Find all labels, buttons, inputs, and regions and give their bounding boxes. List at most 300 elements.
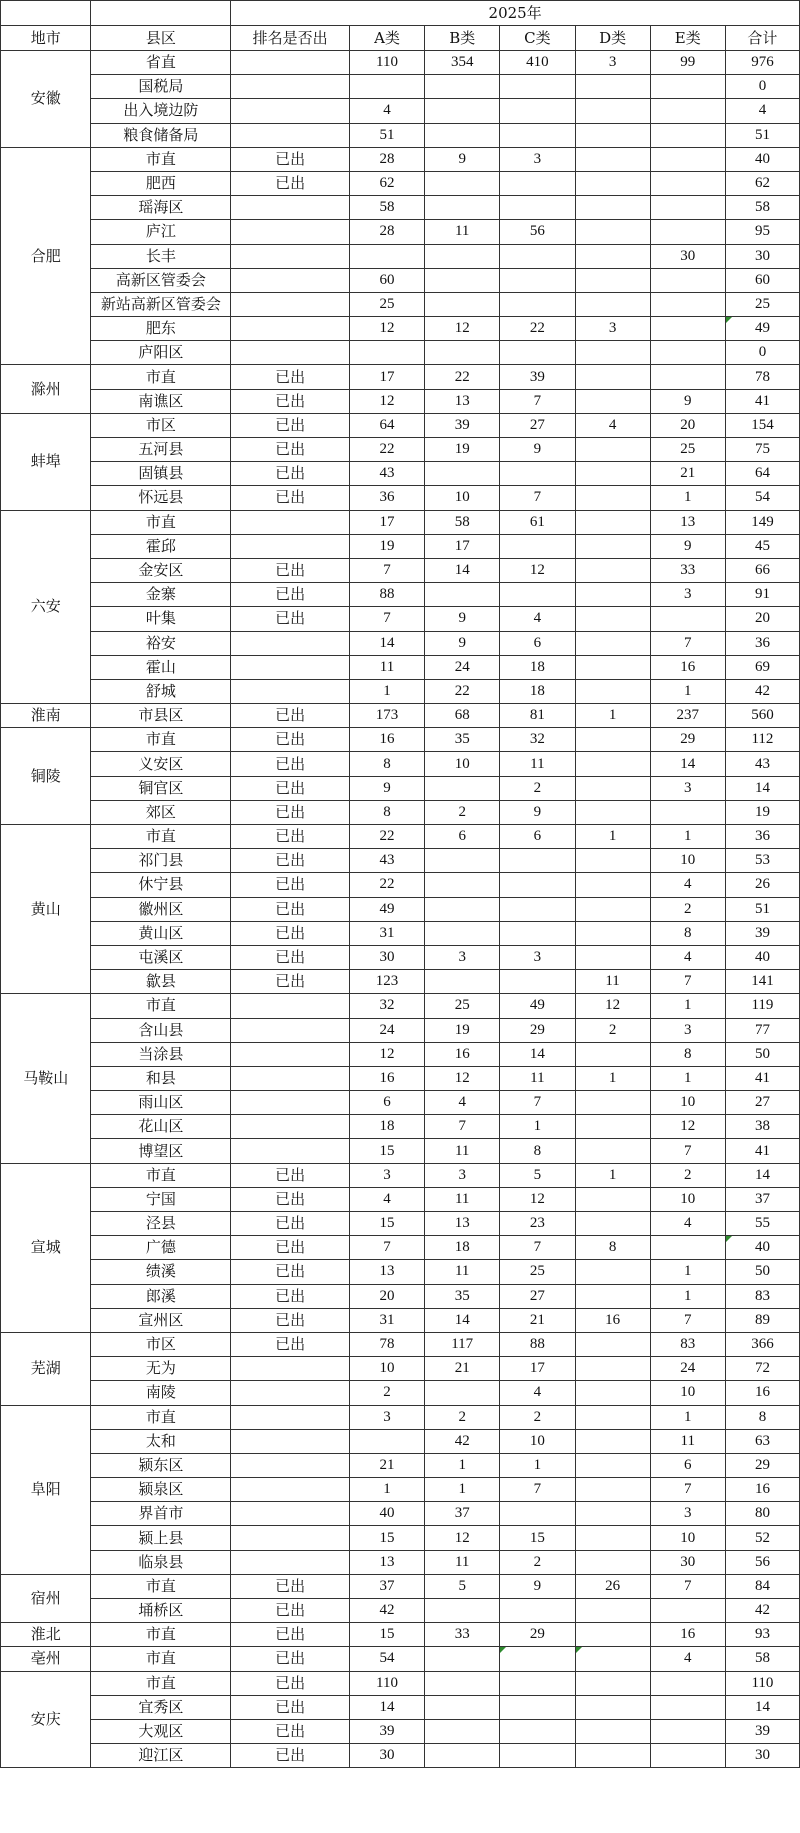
c-cell: 5: [500, 1163, 575, 1187]
c-cell: 39: [500, 365, 575, 389]
c-cell: 1: [500, 1115, 575, 1139]
ranked-cell: 已出: [231, 728, 350, 752]
a-cell: 64: [349, 413, 424, 437]
b-cell: [425, 75, 500, 99]
b-cell: 22: [425, 679, 500, 703]
c-cell: 14: [500, 1042, 575, 1066]
d-cell: [575, 244, 650, 268]
total-cell: 41: [725, 389, 799, 413]
d-cell: [575, 1260, 650, 1284]
ranked-cell: 已出: [231, 945, 350, 969]
b-cell: [425, 849, 500, 873]
a-cell: 12: [349, 389, 424, 413]
b-cell: [425, 897, 500, 921]
total-cell: 42: [725, 1599, 799, 1623]
e-cell: 30: [650, 244, 725, 268]
ranked-cell: 已出: [231, 607, 350, 631]
table-row: [1, 534, 800, 558]
c-cell: 29: [500, 1018, 575, 1042]
district-cell: 花山区: [91, 1115, 231, 1139]
total-cell: 0: [725, 75, 799, 99]
e-cell: [650, 1744, 725, 1768]
d-cell: [575, 1744, 650, 1768]
a-cell: 17: [349, 365, 424, 389]
table-row: [1, 945, 800, 969]
table-row: [1, 341, 800, 365]
b-cell: [425, 921, 500, 945]
total-cell: 29: [725, 1453, 799, 1477]
district-cell: 市县区: [91, 704, 231, 728]
b-cell: 1: [425, 1453, 500, 1477]
table-row: [1, 1260, 800, 1284]
a-cell: 22: [349, 873, 424, 897]
total-cell: 80: [725, 1502, 799, 1526]
table-row: [1, 1042, 800, 1066]
district-cell: 出入境边防: [91, 99, 231, 123]
c-cell: 3: [500, 945, 575, 969]
total-cell: 45: [725, 534, 799, 558]
table-row: [1, 1719, 800, 1743]
district-cell: 市直: [91, 1647, 231, 1671]
total-cell: 39: [725, 921, 799, 945]
c-cell: [500, 171, 575, 195]
table-row: [1, 486, 800, 510]
total-cell: 51: [725, 123, 799, 147]
district-cell: 市直: [91, 1574, 231, 1598]
b-cell: 354: [425, 51, 500, 75]
d-cell: [575, 776, 650, 800]
a-cell: 36: [349, 486, 424, 510]
b-cell: 6: [425, 825, 500, 849]
a-cell: 19: [349, 534, 424, 558]
b-cell: 21: [425, 1357, 500, 1381]
c-cell: 2: [500, 1550, 575, 1574]
d-cell: [575, 728, 650, 752]
ranked-cell: 已出: [231, 558, 350, 582]
district-cell: 市直: [91, 1623, 231, 1647]
d-cell: [575, 99, 650, 123]
a-cell: 42: [349, 1599, 424, 1623]
d-cell: [575, 438, 650, 462]
total-cell: 55: [725, 1212, 799, 1236]
table-row: [1, 1163, 800, 1187]
d-cell: [575, 1284, 650, 1308]
e-cell: [650, 196, 725, 220]
a-cell: 3: [349, 1405, 424, 1429]
table-row: [1, 1115, 800, 1139]
b-cell: 14: [425, 1308, 500, 1332]
table-row: [1, 1357, 800, 1381]
b-cell: 12: [425, 1526, 500, 1550]
e-cell: 3: [650, 776, 725, 800]
d-cell: [575, 921, 650, 945]
e-cell: [650, 75, 725, 99]
ranked-cell: 已出: [231, 1332, 350, 1356]
column-header-ranked: 排名是否出: [231, 26, 350, 51]
d-cell: [575, 1502, 650, 1526]
c-cell: 11: [500, 752, 575, 776]
table-row: [1, 1066, 800, 1090]
d-cell: [575, 1405, 650, 1429]
ranked-cell: [231, 220, 350, 244]
b-cell: [425, 873, 500, 897]
total-cell: 19: [725, 800, 799, 824]
b-cell: 17: [425, 534, 500, 558]
ranked-cell: 已出: [231, 921, 350, 945]
total-cell: 66: [725, 558, 799, 582]
table-row: [1, 462, 800, 486]
b-cell: 11: [425, 1187, 500, 1211]
table-row: [1, 728, 800, 752]
district-cell: 市直: [91, 1163, 231, 1187]
a-cell: 4: [349, 99, 424, 123]
total-cell: 72: [725, 1357, 799, 1381]
city-cell: 黄山: [1, 825, 91, 994]
total-cell: 8: [725, 1405, 799, 1429]
e-cell: 20: [650, 413, 725, 437]
table-row: [1, 1453, 800, 1477]
ranked-cell: [231, 75, 350, 99]
table-row: [1, 1139, 800, 1163]
d-cell: [575, 1115, 650, 1139]
city-cell: 亳州: [1, 1647, 91, 1671]
total-cell: 51: [725, 897, 799, 921]
d-cell: [575, 1695, 650, 1719]
district-cell: 五河县: [91, 438, 231, 462]
ranked-cell: [231, 679, 350, 703]
e-cell: 10: [650, 1526, 725, 1550]
b-cell: [425, 1599, 500, 1623]
b-cell: 4: [425, 1091, 500, 1115]
e-cell: [650, 1671, 725, 1695]
c-cell: [500, 1744, 575, 1768]
a-cell: 14: [349, 1695, 424, 1719]
table-row: [1, 510, 800, 534]
district-cell: 含山县: [91, 1018, 231, 1042]
b-cell: 12: [425, 1066, 500, 1090]
ranked-cell: [231, 1453, 350, 1477]
district-cell: 和县: [91, 1066, 231, 1090]
total-cell: 64: [725, 462, 799, 486]
b-cell: 2: [425, 1405, 500, 1429]
b-cell: 3: [425, 1163, 500, 1187]
a-cell: 110: [349, 51, 424, 75]
a-cell: 15: [349, 1526, 424, 1550]
table-row: [1, 1381, 800, 1405]
table-row: [1, 1695, 800, 1719]
d-cell: 11: [575, 970, 650, 994]
a-cell: [349, 75, 424, 99]
b-cell: [425, 462, 500, 486]
c-cell: 21: [500, 1308, 575, 1332]
table-row: [1, 994, 800, 1018]
c-cell: [500, 75, 575, 99]
e-cell: 1: [650, 679, 725, 703]
e-cell: 29: [650, 728, 725, 752]
e-cell: 2: [650, 897, 725, 921]
c-cell: 49: [500, 994, 575, 1018]
b-cell: 19: [425, 438, 500, 462]
e-cell: [650, 99, 725, 123]
ranked-cell: 已出: [231, 389, 350, 413]
a-cell: 43: [349, 462, 424, 486]
total-cell: 42: [725, 679, 799, 703]
ranked-cell: [231, 510, 350, 534]
total-cell: 89: [725, 1308, 799, 1332]
total-cell: 39: [725, 1719, 799, 1743]
c-cell: 56: [500, 220, 575, 244]
district-cell: 郎溪: [91, 1284, 231, 1308]
e-cell: 4: [650, 1212, 725, 1236]
district-cell: 省直: [91, 51, 231, 75]
a-cell: 37: [349, 1574, 424, 1598]
a-cell: 54: [349, 1647, 424, 1671]
total-cell: 40: [725, 147, 799, 171]
total-cell: 49: [725, 317, 799, 341]
d-cell: [575, 534, 650, 558]
d-cell: [575, 1187, 650, 1211]
table-row: [1, 631, 800, 655]
c-cell: [500, 99, 575, 123]
district-cell: 霍邱: [91, 534, 231, 558]
ranked-cell: 已出: [231, 583, 350, 607]
a-cell: 110: [349, 1671, 424, 1695]
c-cell: 410: [500, 51, 575, 75]
ranked-cell: 已出: [231, 752, 350, 776]
a-cell: [349, 1429, 424, 1453]
c-cell: [500, 1647, 575, 1671]
table-row: [1, 365, 800, 389]
district-cell: 高新区管委会: [91, 268, 231, 292]
table-row: [1, 1671, 800, 1695]
d-cell: [575, 292, 650, 316]
c-cell: 9: [500, 1574, 575, 1598]
district-cell: 郊区: [91, 800, 231, 824]
e-cell: [650, 147, 725, 171]
c-cell: 61: [500, 510, 575, 534]
e-cell: 3: [650, 1018, 725, 1042]
c-cell: 6: [500, 825, 575, 849]
table-row: [1, 171, 800, 195]
table-row: [1, 196, 800, 220]
e-cell: [650, 1599, 725, 1623]
header-row-columns: [1, 26, 800, 51]
table-row: [1, 1284, 800, 1308]
e-cell: [650, 1719, 725, 1743]
district-cell: 市直: [91, 825, 231, 849]
district-cell: 南谯区: [91, 389, 231, 413]
district-cell: 肥东: [91, 317, 231, 341]
district-cell: 泾县: [91, 1212, 231, 1236]
b-cell: 19: [425, 1018, 500, 1042]
district-cell: 裕安: [91, 631, 231, 655]
district-cell: 颍上县: [91, 1526, 231, 1550]
d-cell: [575, 220, 650, 244]
a-cell: 58: [349, 196, 424, 220]
c-cell: [500, 1671, 575, 1695]
ranked-cell: 已出: [231, 438, 350, 462]
city-cell: 铜陵: [1, 728, 91, 825]
ranked-cell: [231, 1357, 350, 1381]
d-cell: [575, 558, 650, 582]
a-cell: 16: [349, 728, 424, 752]
e-cell: [650, 800, 725, 824]
c-cell: 88: [500, 1332, 575, 1356]
e-cell: 11: [650, 1429, 725, 1453]
ranked-cell: [231, 1429, 350, 1453]
c-cell: [500, 873, 575, 897]
b-cell: 11: [425, 1139, 500, 1163]
table-row: [1, 583, 800, 607]
a-cell: 15: [349, 1139, 424, 1163]
b-cell: 14: [425, 558, 500, 582]
district-cell: 瑶海区: [91, 196, 231, 220]
a-cell: 1: [349, 1478, 424, 1502]
b-cell: 68: [425, 704, 500, 728]
d-cell: [575, 123, 650, 147]
d-cell: 4: [575, 413, 650, 437]
table-row: [1, 897, 800, 921]
d-cell: [575, 341, 650, 365]
a-cell: 13: [349, 1550, 424, 1574]
d-cell: [575, 1139, 650, 1163]
e-cell: [650, 607, 725, 631]
e-cell: 10: [650, 1381, 725, 1405]
c-cell: 12: [500, 1187, 575, 1211]
ranked-cell: [231, 1042, 350, 1066]
b-cell: 11: [425, 1550, 500, 1574]
total-cell: 40: [725, 1236, 799, 1260]
c-cell: [500, 292, 575, 316]
table-row: [1, 679, 800, 703]
c-cell: [500, 1719, 575, 1743]
e-cell: 99: [650, 51, 725, 75]
b-cell: 58: [425, 510, 500, 534]
b-cell: [425, 1647, 500, 1671]
e-cell: 25: [650, 438, 725, 462]
ranked-cell: 已出: [231, 825, 350, 849]
d-cell: [575, 389, 650, 413]
e-cell: 4: [650, 1647, 725, 1671]
b-cell: [425, 583, 500, 607]
total-cell: 56: [725, 1550, 799, 1574]
e-cell: 4: [650, 945, 725, 969]
column-header-total: 合计: [725, 26, 799, 51]
district-cell: 义安区: [91, 752, 231, 776]
ranked-cell: [231, 1550, 350, 1574]
d-cell: [575, 583, 650, 607]
total-cell: 25: [725, 292, 799, 316]
d-cell: 16: [575, 1308, 650, 1332]
total-cell: 58: [725, 1647, 799, 1671]
c-cell: [500, 583, 575, 607]
total-cell: 14: [725, 1163, 799, 1187]
total-cell: 154: [725, 413, 799, 437]
c-cell: [500, 462, 575, 486]
b-cell: 2: [425, 800, 500, 824]
d-cell: [575, 752, 650, 776]
ranked-cell: [231, 1018, 350, 1042]
e-cell: 1: [650, 486, 725, 510]
table-row: [1, 99, 800, 123]
city-cell: 滁州: [1, 365, 91, 413]
total-cell: 41: [725, 1066, 799, 1090]
a-cell: 12: [349, 317, 424, 341]
ranked-cell: 已出: [231, 800, 350, 824]
d-cell: 1: [575, 1066, 650, 1090]
d-cell: [575, 268, 650, 292]
ranked-cell: [231, 534, 350, 558]
column-header-e: E类: [650, 26, 725, 51]
e-cell: 2: [650, 1163, 725, 1187]
d-cell: 12: [575, 994, 650, 1018]
a-cell: 22: [349, 825, 424, 849]
district-cell: 南陵: [91, 1381, 231, 1405]
e-cell: 33: [650, 558, 725, 582]
a-cell: 14: [349, 631, 424, 655]
a-cell: 7: [349, 607, 424, 631]
district-cell: 大观区: [91, 1719, 231, 1743]
d-cell: [575, 873, 650, 897]
column-header-city: 地市: [1, 26, 91, 51]
table-row: [1, 1526, 800, 1550]
d-cell: 1: [575, 704, 650, 728]
a-cell: 22: [349, 438, 424, 462]
b-cell: 11: [425, 1260, 500, 1284]
c-cell: 11: [500, 1066, 575, 1090]
d-cell: 3: [575, 51, 650, 75]
ranked-cell: [231, 1091, 350, 1115]
year-header: 2025年: [231, 1, 800, 26]
district-cell: 黄山区: [91, 921, 231, 945]
c-cell: [500, 534, 575, 558]
table-row: [1, 317, 800, 341]
table-row: [1, 873, 800, 897]
d-cell: [575, 1623, 650, 1647]
total-cell: 91: [725, 583, 799, 607]
ranked-cell: 已出: [231, 1574, 350, 1598]
total-cell: 27: [725, 1091, 799, 1115]
b-cell: 5: [425, 1574, 500, 1598]
b-cell: 22: [425, 365, 500, 389]
ranked-cell: 已出: [231, 1695, 350, 1719]
district-cell: 新站高新区管委会: [91, 292, 231, 316]
district-cell: 怀远县: [91, 486, 231, 510]
district-cell: 徽州区: [91, 897, 231, 921]
b-cell: 24: [425, 655, 500, 679]
table-row: [1, 825, 800, 849]
c-cell: 2: [500, 776, 575, 800]
b-cell: [425, 776, 500, 800]
d-cell: 2: [575, 1018, 650, 1042]
e-cell: 24: [650, 1357, 725, 1381]
total-cell: 36: [725, 825, 799, 849]
a-cell: 32: [349, 994, 424, 1018]
table-row: [1, 1623, 800, 1647]
a-cell: 39: [349, 1719, 424, 1743]
ranked-cell: 已出: [231, 1671, 350, 1695]
ranked-cell: [231, 341, 350, 365]
district-cell: 市直: [91, 1671, 231, 1695]
a-cell: [349, 244, 424, 268]
table-row: [1, 413, 800, 437]
e-cell: [650, 292, 725, 316]
total-cell: 119: [725, 994, 799, 1018]
district-cell: 市区: [91, 413, 231, 437]
city-cell: 合肥: [1, 147, 91, 365]
ranked-cell: 已出: [231, 1212, 350, 1236]
b-cell: 13: [425, 1212, 500, 1236]
